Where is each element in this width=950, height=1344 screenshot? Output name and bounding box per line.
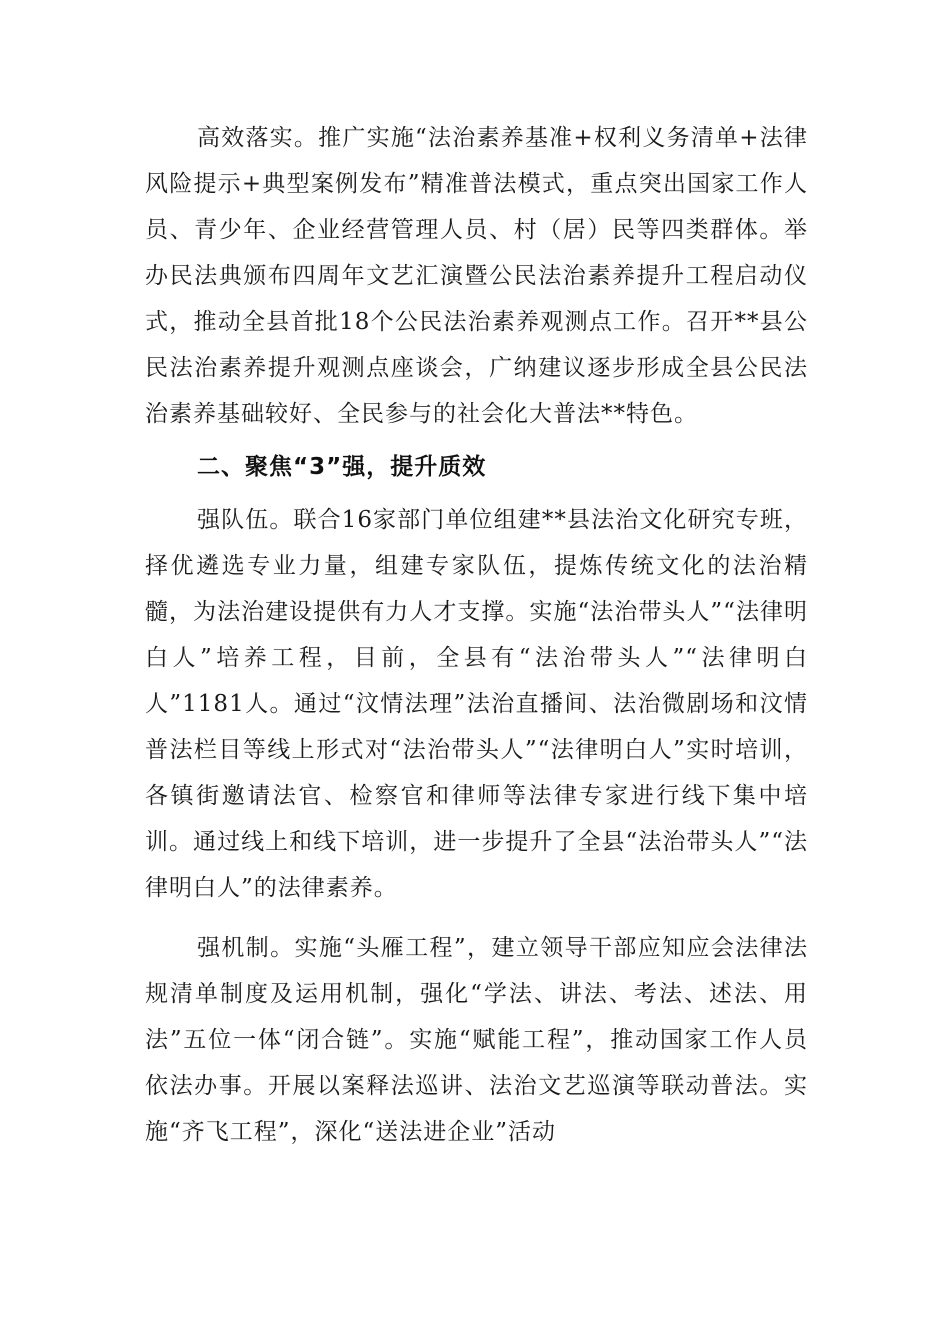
- paragraph-spacer: [145, 911, 808, 925]
- section-heading: 二、聚焦“3”强，提升质效: [197, 454, 487, 480]
- paragraph-strengthen-mechanism: 强机制。实施“头雁工程”，建立领导干部应知应会法律法规清单制度及运用机制，强化“学法、讲法、考法、述法、用法”五位一体“闭合链”。实施“赋能工程”，推动国家工作人员依法办事。开展以案释法巡讲、法治文艺巡演等联动普法。实施“齐飞工程”，深化“送法进企业”活动: [145, 935, 808, 1145]
- paragraph-strengthen-team: 强队伍。联合16家部门单位组建**县法治文化研究专班，择优遴选专业力量，组建专家队伍，提炼传统文化的法治精髓，为法治建设提供有力人才支撑。实施“法治带头人”“法律明白人”培养工程，目前，全县有“法治带头人”“法律明白人”1181人。通过“汶情法理”法治直播间、法治微剧场和汶情普法栏目等线上形式对“法治带头人”“法律明白人”实时培训，各镇街邀请法官、检察官和律师等法律专家进行线下集中培训。通过线上和线下培训，进一步提升了全县“法治带头人”“法律明白人”的法律素养。: [145, 507, 808, 901]
- paragraph-efficient-implementation: 高效落实。推广实施“法治素养基准+权利义务清单+法律风险提示+典型案例发布”精准普法模式，重点突出国家工作人员、青少年、企业经营管理人员、村（居）民等四类群体。举办民法典颁布四周年文艺汇演暨公民法治素养提升工程启动仪式，推动全县首批18个公民法治素养观测点工作。召开**县公民法治素养提升观测点座谈会，广纳建议逐步形成全县公民法治素养基础较好、全民参与的社会化大普法**特色。: [145, 125, 808, 427]
- document-body: [145, 115, 808, 1155]
